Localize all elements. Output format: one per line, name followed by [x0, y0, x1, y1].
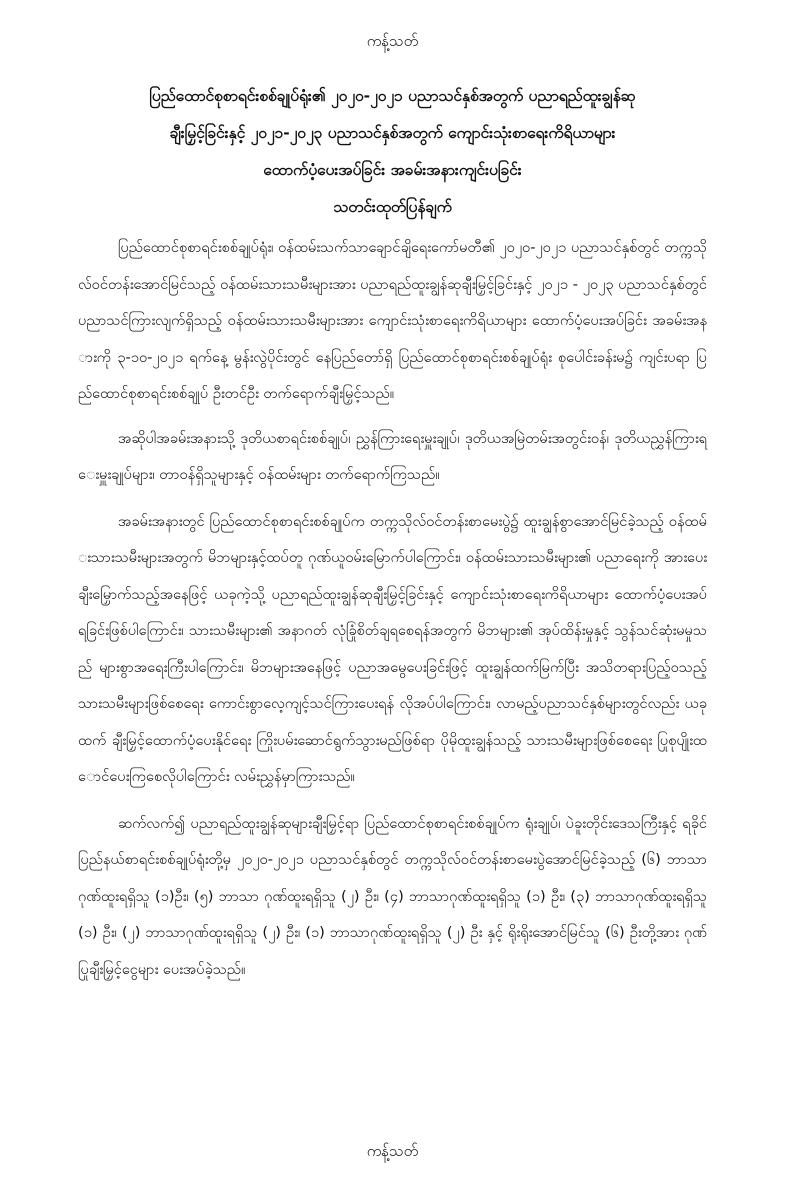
- title-line-2: ချီးမြှင့်ခြင်းနှင့် ၂၀၂၁-၂၀၂၃ ပညာသင်နှစ်အတွက် ကျောင်းသုံးစာရေးကိရိယာများ: [169, 124, 616, 142]
- paragraph-attendees: အဆိုပါအခမ်းအနားသို့ ဒုတိယစာရင်းစစ်ချုပ်၊ ညွှန်ကြားရေးမှူးချုပ်၊ ဒုတိယအမြဲတမ်းအတွင်းဝန်၊ ဒုတိယညွှန်ကြားရေးမှူးချုပ်များ၊ တာဝန်ရှိသူများနှင့် ဝန်ထမ်းများ တက်ရောက်ကြသည်။: [78, 429, 707, 483]
- paragraph-awards: ဆက်လက်၍ ပညာရည်ထူးချွန်ဆုများချီးမြှင့်ရာ ပြည်ထောင်စုစာရင်းစစ်ချုပ်က ရုံးချုပ်၊ ပဲခူးတိုင်းဒေသကြီးနှင့် ရခိုင်ပြည်နယ်စာရင်းစစ်ချုပ်ရုံးတို့မှ ၂၀၂၀-၂၀၂၁ ပညာသင်နှစ်တွင် တက္ကသိုလ်ဝင်တန်းစာမေးပွဲအောင်မြင်ခဲ့သည့် (၆) ဘာသာဂုဏ်ထူးရရှိသူ (၁)ဦး၊ (၅) ဘာသာ ဂုဏ်ထူးရရှိသူ (၂) ဦး၊ (၄) ဘာသာဂုဏ်ထူးရရှိသူ (၁) ဦး၊ (၃) ဘာသာဂုဏ်ထူးရရှိသူ (၁) ဦး၊ (၂) ဘာသာဂုဏ်ထူးရရှိသူ (၂) ဦး၊ (၁) ဘာသာဂုဏ်ထူးရရှိသူ (၂) ဦး နှင့် ရိုးရိုးအောင်မြင်သူ (၆) ဦးတို့အား ဂုဏ်ပြုချီးမြှင့်ငွေများ ပေးအပ်ခဲ့သည်။: [78, 814, 707, 978]
- classification-footer: ကန့်သတ်: [366, 1142, 419, 1160]
- title-line-3: ထောက်ပံ့ပေးအပ်ခြင်း အခမ်းအနားကျင်းပခြင်း: [263, 161, 522, 179]
- title-line-1: ပြည်ထောင်စုစာရင်းစစ်ချုပ်ရုံး၏ ၂၀၂၀-၂၀၂၁ ပညာသင်နှစ်အတွက် ပညာရည်ထူးချွန်ဆု: [149, 87, 636, 105]
- paragraph-speech: အခမ်းအနားတွင် ပြည်ထောင်စုစာရင်းစစ်ချုပ်က တက္ကသိုလ်ဝင်တန်းစာမေးပွဲ၌ ထူးချွန်စွာအောင်မြင်ခဲ့သည့် ဝန်ထမ်းသားသမီးများအတွက် မိဘများနှင့်ထပ်တူ ဂုဏ်ယူဝမ်းမြောက်ပါကြောင်း၊ ဝန်ထမ်းသားသမီးများ၏ ပညာရေးကို အားပေးချီးမြှောက်သည့်အနေဖြင့် ယခုကဲ့သို့ ပညာရည်ထူးချွန်ဆုချီးမြှင့်ခြင်းနှင့် ကျောင်းသုံးစာရေးကိရိယာများ ထောက်ပံ့ပေးအပ်ရခြင်းဖြစ်ပါကြောင်း၊ သားသမီးများ၏ အနာဂတ် လုံခြုံစိတ်ချရစေရန်အတွက် မိဘများ၏ အုပ်ထိန်းမှုနှင့် သွန်သင်ဆုံးမမှုသည် များစွာအရေးကြီးပါကြောင်း၊ မိဘများအနေဖြင့် ပညာအမွေပေးခြင်းဖြင့် ထူးချွန်ထက်မြက်ပြီး အသိတရားပြည့်ဝသည့် သားသမီးများဖြစ်စေရေး ကောင်းစွာလေ့ကျင့်သင်ကြားပေးရန် လိုအပ်ပါကြောင်း၊ လာမည့်ပညာသင်နှစ်များတွင်လည်း ယခုထက် ချီးမြှင့်ထောက်ပံ့ပေးနိုင်ရေး ကြိုးပမ်းဆောင်ရွက်သွားမည်ဖြစ်ရာ ပိုမိုထူးချွန်သည့် သားသမီးများဖြစ်စေရေး ပြုစုပျိုးထောင်ပေးကြစေလိုပါကြောင်း လမ်းညွှန်မှာကြားသည်။: [78, 512, 707, 785]
- document-title: [78, 78, 707, 226]
- paragraph-intro: ပြည်ထောင်စုစာရင်းစစ်ချုပ်ရုံး၊ ဝန်ထမ်းသက်သာချောင်ချိရေးကော်မတီ၏ ၂၀၂၀-၂၀၂၁ ပညာသင်နှစ်တွင် တက္ကသိုလ်ဝင်တန်းအောင်မြင်သည့် ဝန်ထမ်းသားသမီးများအား ပညာရည်ထူးချွန်ဆုချီးမြှင့်ခြင်းနှင့် ၂၀၂၁ - ၂၀၂၃ ပညာသင်နှစ်တွင် ပညာသင်ကြားလျက်ရှိသည့် ဝန်ထမ်းသားသမီးများအား ကျောင်းသုံးစာရေးကိရိယာများ ထောက်ပံ့ပေးအပ်ခြင်း အခမ်းအနားကို ၃-၁၀-၂၀၂၁ ရက်နေ့ မွန်းလွဲပိုင်းတွင် နေပြည်တော်ရှိ ပြည်ထောင်စုစာရင်းစစ်ချုပ်ရုံး စုပေါင်းခန်းမ၌ ကျင်းပရာ ပြည်ထောင်စုစာရင်းစစ်ချုပ် ဦးတင်ဦး တက်ရောက်ချီးမြှင့်သည်။: [78, 239, 707, 402]
- classification-header: ကန့်သတ်: [366, 32, 419, 50]
- title-line-4: သတင်းထုတ်ပြန်ချက်: [333, 198, 452, 216]
